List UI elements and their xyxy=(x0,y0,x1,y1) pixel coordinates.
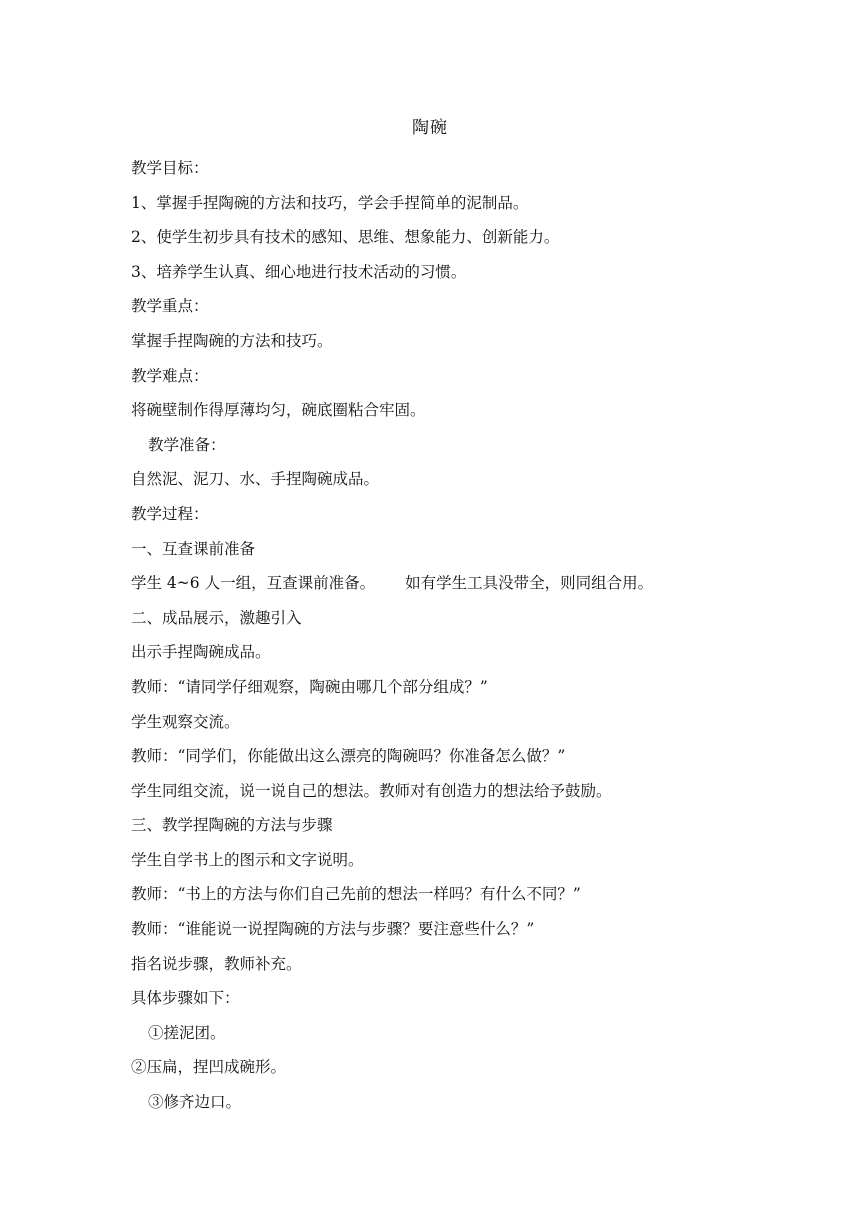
section-heading-1: 一、互查课前准备 xyxy=(131,539,256,558)
heading-key-points: 教学重点： xyxy=(131,297,209,316)
paragraph-teacher-question-2: 教师：“同学们，你能做出这么漂亮的陶碗吗？你准备怎么做？” xyxy=(131,747,566,766)
goal-item-3: 3、培养学生认真、细心地进行技术活动的习惯。 xyxy=(131,262,467,281)
heading-difficulties: 教学难点： xyxy=(131,366,209,385)
paragraph-student-observe: 学生观察交流。 xyxy=(131,712,240,731)
document-title: 陶碗 xyxy=(412,118,448,138)
paragraph-group-check xyxy=(131,571,751,606)
goal-item-1: 1、掌握手捏陶碗的方法和技巧，学会手捏简单的泥制品。 xyxy=(131,193,529,212)
paragraph-teacher-question-4: 教师：“谁能说一说捏陶碗的方法与步骤？要注意些什么？” xyxy=(131,920,535,939)
section-heading-2: 二、成品展示，激趣引入 xyxy=(131,608,302,627)
group-check-text: 学生 4~6 人一组，互查课前准备。 xyxy=(131,574,376,593)
document-body xyxy=(131,156,751,1125)
paragraph-name-steps: 指名说步骤，教师补充。 xyxy=(131,954,302,973)
heading-preparation: 教学准备： xyxy=(148,435,226,454)
paragraph-teacher-question-1: 教师：“请同学仔细观察，陶碗由哪几个部分组成？” xyxy=(131,677,488,696)
paragraph-self-study: 学生自学书上的图示和文字说明。 xyxy=(131,850,364,869)
paragraph-group-exchange: 学生同组交流，说一说自己的想法。教师对有创造力的想法给予鼓励。 xyxy=(131,781,612,800)
heading-process: 教学过程： xyxy=(131,504,209,523)
paragraph-steps-intro: 具体步骤如下： xyxy=(131,989,240,1008)
preparation-text: 自然泥、泥刀、水、手捏陶碗成品。 xyxy=(131,470,380,489)
paragraph-show-product: 出示手捏陶碗成品。 xyxy=(131,643,271,662)
step-item-2: ②压扁，捏凹成碗形。 xyxy=(131,1058,287,1077)
key-points-text: 掌握手捏陶碗的方法和技巧。 xyxy=(131,331,333,350)
goal-item-2: 2、使学生初步具有技术的感知、思维、想象能力、创新能力。 xyxy=(131,228,560,247)
step-item-3: ③修齐边口。 xyxy=(148,1093,242,1112)
step-item-1: ①搓泥团。 xyxy=(148,1023,226,1042)
paragraph-teacher-question-3: 教师：“书上的方法与你们自己先前的想法一样吗？有什么不同？” xyxy=(131,885,581,904)
shared-tools-text: 如有学生工具没带全，则同组合用。 xyxy=(405,574,654,593)
section-heading-3: 三、教学捏陶碗的方法与步骤 xyxy=(131,816,333,835)
difficulties-text: 将碗壁制作得厚薄均匀，碗底圈粘合牢固。 xyxy=(131,401,426,420)
heading-teaching-goals: 教学目标： xyxy=(131,159,209,177)
